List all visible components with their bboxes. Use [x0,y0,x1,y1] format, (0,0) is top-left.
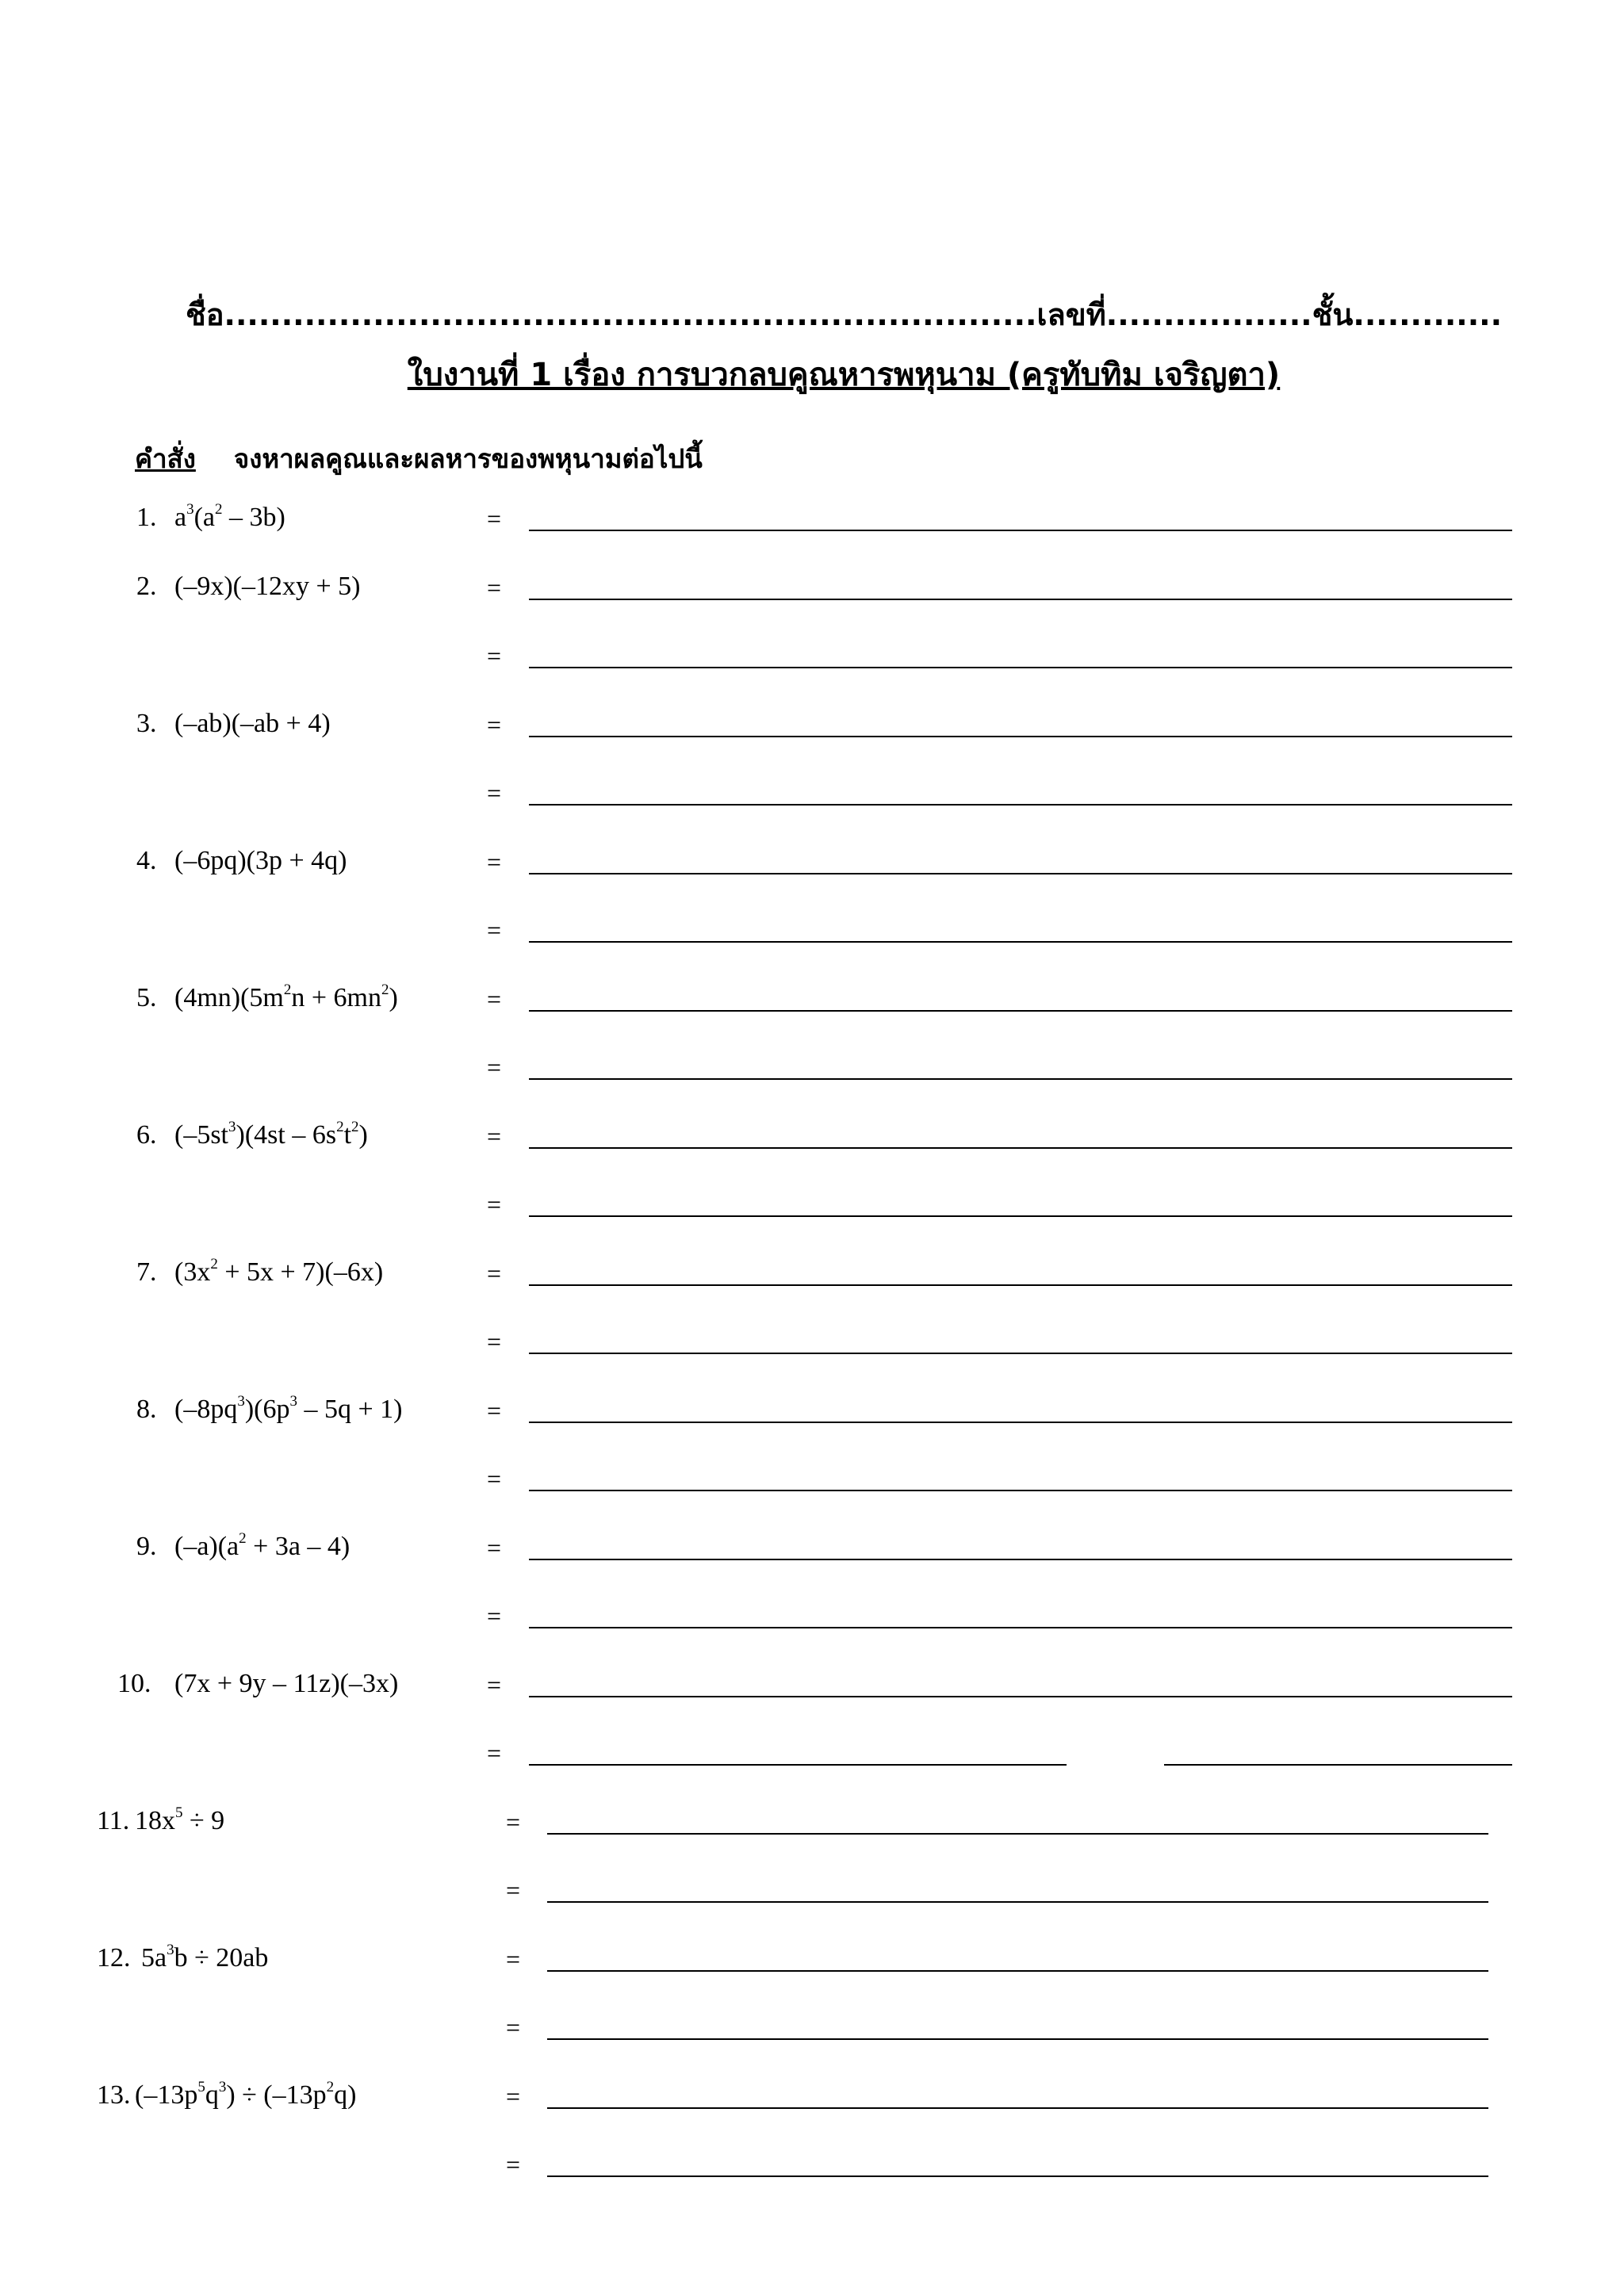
equals-sign: = [487,1190,502,1219]
answer-line[interactable] [1164,1764,1512,1766]
equals-sign: = [487,1670,502,1699]
question-number: 11. [97,1805,130,1835]
instruction-label: คำสั่ง [135,443,196,474]
answer-line[interactable] [529,1147,1512,1149]
answer-line[interactable] [547,1901,1488,1903]
answer-line[interactable] [529,1422,1512,1423]
question-number: 5. [136,982,157,1012]
question-number: 2. [136,571,157,601]
answer-line[interactable] [547,2107,1488,2109]
answer-line[interactable] [529,1215,1512,1217]
equals-sign: = [506,2081,521,2110]
equals-sign: = [487,916,502,944]
question-expression: $a^3(a^2 - 3b)$ [174,501,285,532]
question-number: 13. [97,2080,131,2110]
equals-sign: = [506,2013,521,2042]
question-expression: (–6pq)(3p + 4q) [174,845,347,875]
answer-line[interactable] [529,1353,1512,1354]
answer-line[interactable] [547,1970,1488,1972]
question-number: 4. [136,845,157,875]
answer-line[interactable] [529,599,1512,600]
equals-sign: = [487,984,502,1013]
equals-sign: = [487,1533,502,1562]
answer-line[interactable] [529,941,1512,943]
equals-sign: = [487,779,502,807]
equals-sign: = [487,847,502,876]
answer-line[interactable] [529,804,1512,806]
question-expression: (–9x)(–12xy + 5) [174,571,361,601]
answer-line[interactable] [529,1696,1512,1697]
answer-line[interactable] [547,2038,1488,2040]
question-expression: $(-5st^3)(4st - 6s^2t^2)$ [174,1118,368,1150]
equals-sign: = [487,1053,502,1081]
equals-sign: = [487,1464,502,1493]
question-number: 7. [136,1257,157,1287]
equals-sign: = [506,1807,521,1836]
student-info-line: ชื่อ.......................................................................เลขที่..................ชั้น............. [185,297,1503,332]
question-expression: $5a^3b \div 20ab$ [141,1941,269,1973]
question-expression: (–ab)(–ab + 4) [174,708,331,738]
question-number: 10. [117,1668,151,1698]
equals-sign: = [506,1876,521,1904]
question-expression: $18x^5 \div 9$ [135,1804,225,1835]
question-number: 3. [136,708,157,738]
question-number: 6. [136,1119,157,1150]
question-number: 9. [136,1531,157,1561]
equals-sign: = [487,641,502,670]
instruction-text: จงหาผลคูณและผลหารของพหุนามต่อไปนี้ [233,443,703,474]
question-number: 1. [136,503,157,532]
worksheet-title: ใบงานที่ 1 เรื่อง การบวกลบคูณหารพหุนาม (ครูทับทิม เจริญตา) [407,357,1281,393]
answer-line[interactable] [547,2175,1488,2177]
answer-line[interactable] [529,1559,1512,1560]
answer-line[interactable] [529,1627,1512,1628]
equals-sign: = [487,1739,502,1767]
equals-sign: = [487,1601,502,1630]
equals-sign: = [506,2150,521,2179]
answer-line[interactable] [529,1078,1512,1080]
question-expression: $(3x^2 + 5x + 7)(-6x)$ [174,1255,384,1287]
answer-line[interactable] [529,667,1512,668]
equals-sign: = [487,504,502,533]
question-expression: $(-8pq^3)(6p^3 - 5q + 1)$ [174,1392,403,1424]
answer-line[interactable] [529,1284,1512,1286]
equals-sign: = [506,1944,521,1973]
equals-sign: = [487,1121,502,1150]
equals-sign: = [487,572,502,602]
answer-line[interactable] [529,736,1512,737]
answer-line[interactable] [529,873,1512,874]
question-expression: $(-13p^5q^3) \div (-13p^2q)$ [135,2078,357,2110]
answer-line[interactable] [529,530,1512,531]
equals-sign: = [487,1258,502,1288]
equals-sign: = [487,1327,502,1356]
answer-line[interactable] [529,1490,1512,1491]
question-expression: $(-a)(a^2 + 3a - 4)$ [174,1529,350,1561]
answer-line[interactable] [529,1764,1067,1766]
answer-line[interactable] [529,1010,1512,1012]
question-expression: (7x + 9y – 11z)(–3x) [174,1668,399,1698]
equals-sign: = [487,1395,502,1425]
answer-line[interactable] [547,1833,1488,1835]
instruction [135,438,703,480]
question-number: 12. [97,1942,131,1973]
question-number: 8. [136,1394,157,1424]
equals-sign: = [487,710,502,739]
question-expression: $(4mn)(5m^2n + 6mn^2)$ [174,981,398,1012]
